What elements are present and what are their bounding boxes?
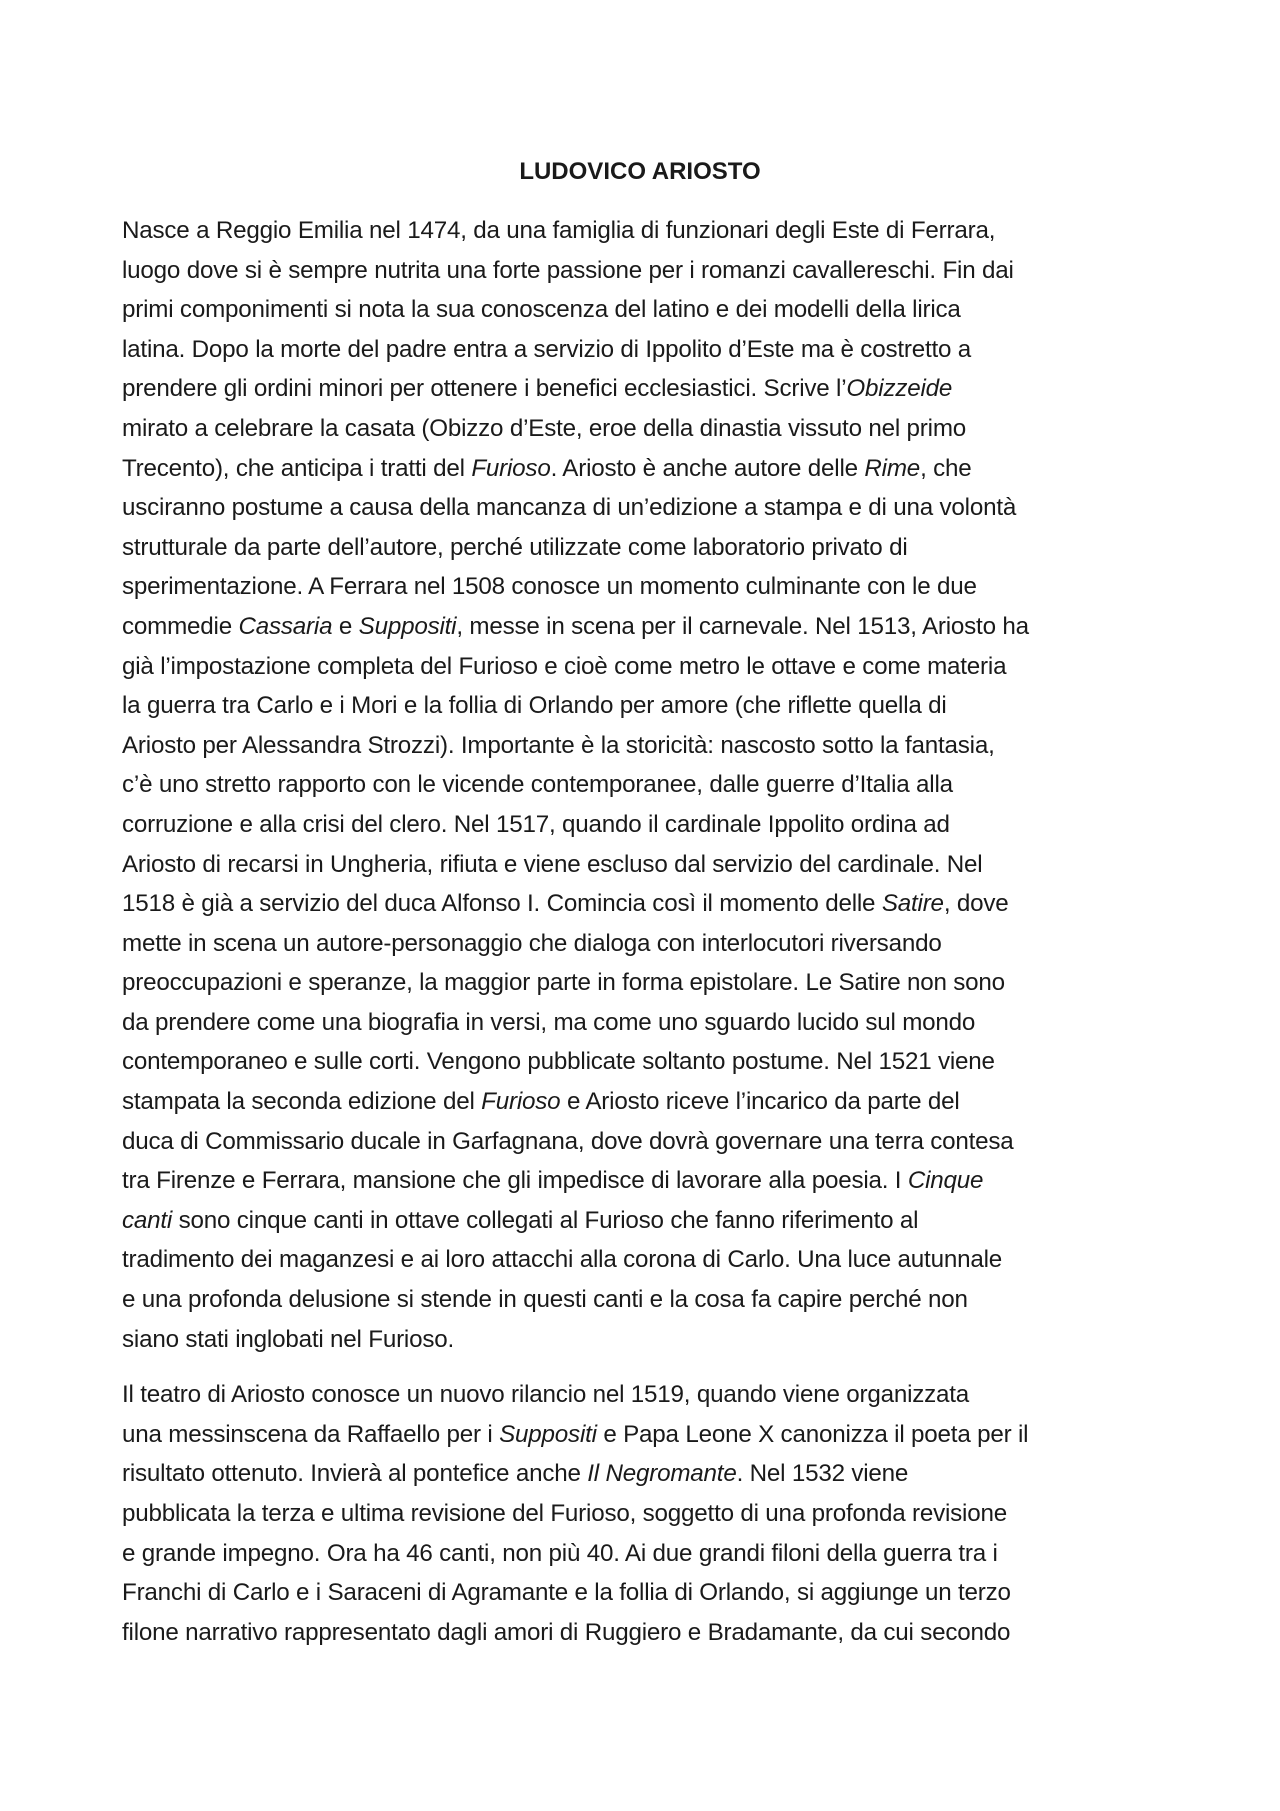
text-segment: stampata la seconda edizione del [122, 1088, 482, 1116]
text-line [122, 1161, 1162, 1201]
italic-title-text: Obizzeide [846, 375, 953, 403]
text-segment: Ariosto per Alessandra Strozzi). Importante è la storicità: nascosto sotto la fantasia, [122, 731, 995, 759]
italic-title-text: Furioso [481, 1088, 561, 1116]
text-segment: filone narrativo rappresentato dagli amori di Ruggiero e Bradamante, da cui secondo [122, 1618, 1011, 1646]
text-line [122, 449, 1162, 489]
document-body [122, 211, 1162, 1652]
text-segment: . Ariosto è anche autore delle [550, 454, 865, 482]
text-segment: c’è uno stretto rapporto con le vicende contemporanee, dalle guerre d’Italia alla [122, 771, 953, 799]
text-segment: corruzione e alla crisi del clero. Nel 1517, quando il cardinale Ippolito ordina ad [122, 810, 950, 838]
text-segment: da prendere come una biografia in versi, ma come uno sguardo lucido sul mondo [122, 1008, 976, 1036]
text-segment: luogo dove si è sempre nutrita una forte passione per i romanzi cavallereschi. Fin dai [122, 256, 1014, 284]
text-line [122, 1375, 1162, 1415]
text-line [122, 528, 1162, 568]
text-line [122, 1003, 1162, 1043]
text-segment: Il teatro di Ariosto conosce un nuovo rilancio nel 1519, quando viene organizzata [122, 1381, 970, 1409]
text-segment: tra Firenze e Ferrara, mansione che gli impedisce di lavorare alla poesia. I [122, 1167, 908, 1195]
text-segment: strutturale da parte dell’autore, perché utilizzate come laboratorio privato di [122, 533, 908, 561]
text-line [122, 686, 1162, 726]
text-line [122, 607, 1162, 647]
text-line [122, 647, 1162, 687]
text-line [122, 567, 1162, 607]
body-paragraph [122, 1375, 1162, 1652]
text-line [122, 1201, 1162, 1241]
text-segment: già l’impostazione completa del Furioso e cioè come metro le ottave e come materia [122, 652, 1007, 680]
italic-title-text: Il Negromante [587, 1460, 737, 1488]
text-segment: , che [920, 454, 972, 482]
text-segment: mirato a celebrare la casata (Obizzo d’Este, eroe della dinastia vissuto nel primo [122, 414, 967, 442]
italic-title-text: Suppositi [499, 1420, 597, 1448]
italic-title-text: Suppositi [358, 612, 457, 640]
text-segment: latina. Dopo la morte del padre entra a servizio di Ippolito d’Este ma è costretto a [122, 335, 972, 363]
text-segment: e grande impegno. Ora ha 46 canti, non più 40. Ai due grandi filoni della guerra tra i [122, 1539, 998, 1567]
page-title: LUDOVICO ARIOSTO [519, 158, 761, 185]
text-segment: , dove [943, 890, 1009, 918]
text-segment: Nasce a Reggio Emilia nel 1474, da una famiglia di funzionari degli Este di Ferrara, [122, 217, 996, 244]
text-segment: . Nel 1532 viene [736, 1460, 909, 1488]
text-segment: Franchi di Carlo e i Saraceni di Agramante e la follia di Orlando, si aggiunge un terzo [122, 1579, 1011, 1607]
text-line [122, 1082, 1162, 1122]
text-segment: una messinscena da Raffaello per i [122, 1420, 500, 1448]
text-segment: mette in scena un autore-personaggio che dialoga con interlocutori riversando [122, 929, 942, 957]
text-line [122, 1240, 1162, 1280]
text-segment: , messe in scena per il carnevale. Nel 1513, Ariosto ha [456, 612, 1029, 640]
text-segment: Trecento), che anticipa i tratti del [122, 454, 472, 482]
italic-title-text: Cassaria [238, 612, 333, 640]
text-segment: e una profonda delusione si stende in questi canti e la cosa fa capire perché non [122, 1286, 968, 1314]
text-line [122, 1320, 1162, 1360]
text-line [122, 211, 1162, 251]
text-line [122, 726, 1162, 766]
text-segment: sperimentazione. A Ferrara nel 1508 conosce un momento culminante con le due [122, 573, 977, 601]
italic-title-text: Cinque [907, 1167, 984, 1195]
body-paragraph [122, 211, 1162, 1359]
italic-title-text: Furioso [471, 454, 551, 482]
text-line [122, 1042, 1162, 1082]
text-line [122, 251, 1162, 291]
text-segment: usciranno postume a causa della mancanza di un’edizione a stampa e di una volontà [122, 494, 1017, 522]
text-segment: duca di Commissario ducale in Garfagnana, dove dovrà governare una terra contesa [122, 1127, 1014, 1155]
text-line [122, 1454, 1162, 1494]
text-line [122, 409, 1162, 449]
text-line [122, 369, 1162, 409]
italic-title-text: Rime [864, 454, 921, 482]
text-segment: pubblicata la terza e ultima revisione del Furioso, soggetto di una profonda revisione [122, 1500, 1007, 1527]
text-segment: 1518 è già a servizio del duca Alfonso I. Comincia così il momento delle [122, 890, 882, 918]
text-line [122, 924, 1162, 964]
text-line [122, 488, 1162, 528]
text-line [122, 1280, 1162, 1320]
text-segment: e Papa Leone X canonizza il poeta per il [596, 1420, 1029, 1448]
text-line [122, 963, 1162, 1003]
text-line [122, 1534, 1162, 1574]
text-segment: Ariosto di recarsi in Ungheria, rifiuta e viene escluso dal servizio del cardinale. Nel [122, 850, 983, 878]
text-line [122, 765, 1162, 805]
text-line [122, 290, 1162, 330]
text-line [122, 805, 1162, 845]
text-line [122, 1122, 1162, 1162]
text-line [122, 1613, 1162, 1653]
italic-title-text: canti [122, 1206, 173, 1234]
text-line [122, 1573, 1162, 1613]
text-segment: commedie [122, 612, 239, 640]
text-segment: siano stati inglobati nel Furioso. [122, 1325, 455, 1353]
text-line [122, 884, 1162, 924]
text-segment: primi componimenti si nota la sua conoscenza del latino e dei modelli della lirica [122, 296, 961, 324]
text-segment: la guerra tra Carlo e i Mori e la follia di Orlando per amore (che riflette quella di [122, 692, 947, 720]
text-segment: e Ariosto riceve l’incarico da parte del [560, 1088, 960, 1116]
text-segment: preoccupazioni e speranze, la maggior parte in forma epistolare. Le Satire non sono [122, 969, 1005, 997]
text-segment: tradimento dei maganzesi e ai loro attacchi alla corona di Carlo. Una luce autunnale [122, 1246, 1003, 1274]
text-segment: sono cinque canti in ottave collegati al Furioso che fanno riferimento al [172, 1206, 919, 1234]
text-segment: e [332, 612, 359, 640]
text-segment: risultato ottenuto. Invierà al pontefice anche [122, 1460, 588, 1488]
text-line [122, 1415, 1162, 1455]
text-line [122, 330, 1162, 370]
text-segment: contemporaneo e sulle corti. Vengono pubblicate soltanto postume. Nel 1521 viene [122, 1048, 995, 1076]
italic-title-text: Satire [881, 890, 944, 918]
text-segment: prendere gli ordini minori per ottenere i benefici ecclesiastici. Scrive l’ [122, 375, 847, 403]
text-line [122, 845, 1162, 885]
text-line [122, 1494, 1162, 1534]
